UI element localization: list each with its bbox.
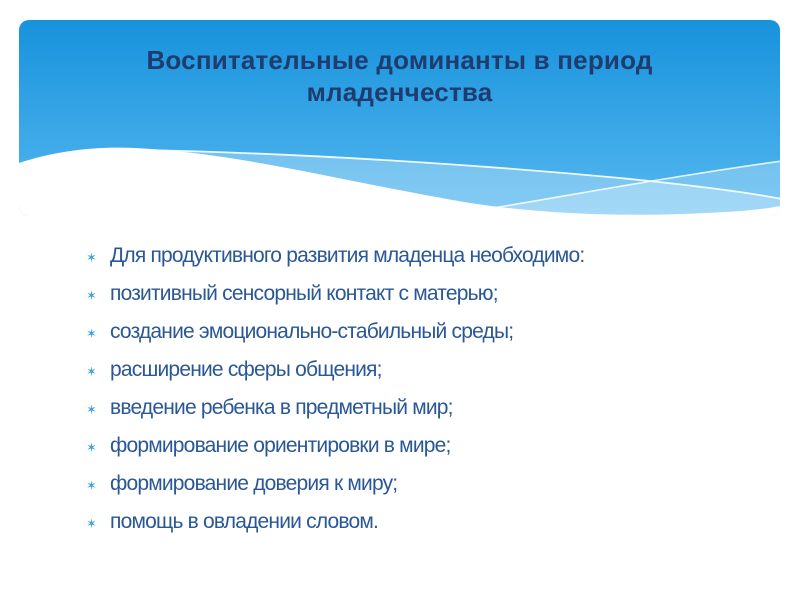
slide-title-line2: младенчества (306, 77, 493, 107)
list-item (86, 390, 746, 428)
list-item (86, 428, 746, 466)
bullet-text: формирование доверия к миру; (110, 472, 398, 495)
slide-title-line1: Воспитательные доминанты в период (146, 45, 653, 75)
list-item (86, 466, 746, 504)
star-bullet-icon: ✶ (86, 403, 97, 418)
bullet-text: позитивный сенсорный контакт с матерью; (110, 282, 498, 305)
star-bullet-icon: ✶ (86, 365, 97, 380)
list-item (86, 352, 746, 390)
list-item (86, 504, 746, 542)
star-bullet-icon: ✶ (86, 517, 97, 532)
list-item (86, 314, 746, 352)
bullet-text: расширение сферы общения; (110, 358, 382, 381)
star-bullet-icon: ✶ (86, 441, 97, 456)
star-bullet-icon: ✶ (86, 479, 97, 494)
list-item (86, 276, 746, 314)
bullet-text: введение ребенка в предметный мир; (110, 396, 453, 419)
slide-header (0, 0, 800, 240)
bullet-list (86, 238, 746, 542)
star-bullet-icon: ✶ (86, 251, 97, 266)
list-item (86, 238, 746, 276)
bullet-text: формирование ориентировки в мире; (110, 434, 451, 457)
star-bullet-icon: ✶ (86, 327, 97, 342)
bullet-text: создание эмоционально-стабильный среды; (110, 320, 514, 343)
star-bullet-icon: ✶ (86, 289, 97, 304)
header-wave-graphic (0, 0, 800, 240)
slide-title (19, 44, 780, 108)
bullet-text: Для продуктивного развития младенца необходимо: (110, 244, 585, 267)
bullet-text: помощь в овладении словом. (110, 510, 379, 533)
